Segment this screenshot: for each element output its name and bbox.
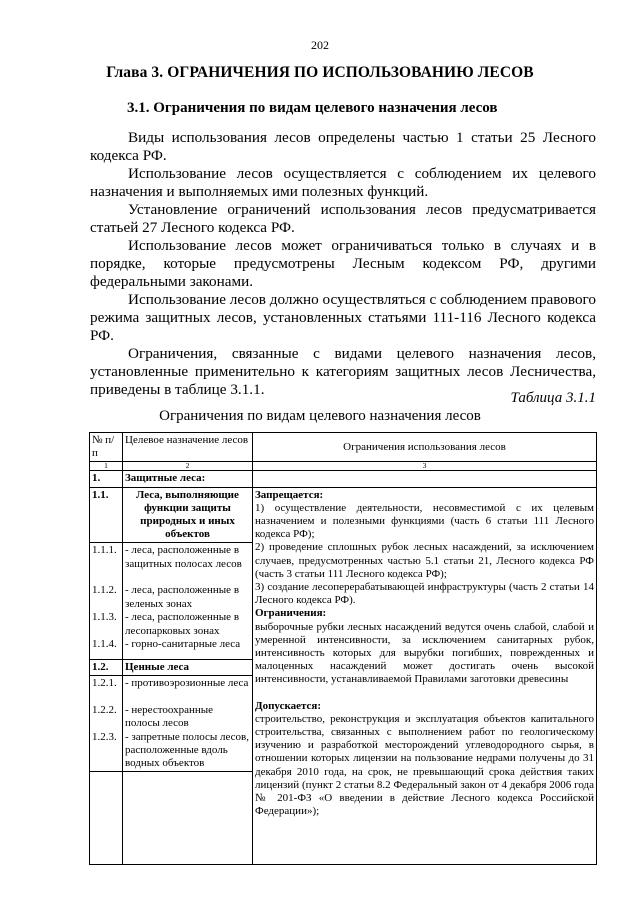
row-labels bbox=[123, 543, 253, 659]
header-purpose: Целевое назначение лесов bbox=[123, 433, 253, 462]
header-num: № п/п bbox=[90, 433, 123, 462]
prohibited-item: 2) проведение сплошных рубок лесных насаждений, за исключением случаев, предусмотренных частью 5.1 статьи 21, Лесного кодекса РФ (часть 3 статьи 111 Лесного кодекса РФ); bbox=[255, 541, 594, 580]
row-num: 1.1.3. bbox=[92, 611, 117, 624]
table-header-row bbox=[90, 433, 597, 462]
table-row bbox=[90, 487, 597, 543]
paragraph: Установление ограничений использования лесов предусматривается статьей 27 Лесного кодекса РФ. bbox=[90, 201, 596, 236]
row-num: 1.2.3. bbox=[92, 730, 117, 743]
row-label: - запретные полосы лесов, расположенные вдоль водных объектов bbox=[125, 730, 249, 770]
row-num: 1. bbox=[90, 471, 123, 487]
row-num: 1.2.1. bbox=[92, 676, 117, 689]
table-label: Таблица 3.1.1 bbox=[510, 390, 596, 406]
allowed-heading: Допускается: bbox=[255, 699, 322, 712]
row-label: - леса, расположенные в защитных полосах лесов bbox=[125, 544, 242, 570]
row-num: 1.2.2. bbox=[92, 703, 117, 716]
paragraph: Использование лесов должно осуществляться с соблюдением правового режима защитных лесов, установленных статьями 111-116 Лесного кодекса РФ. bbox=[90, 291, 596, 344]
restrictions-table bbox=[89, 432, 597, 865]
page-number: 202 bbox=[311, 38, 329, 52]
row-label: - леса, расположенные в лесопарковых зонах bbox=[125, 611, 240, 637]
header-restrictions: Ограничения использования лесов bbox=[253, 433, 597, 462]
row-title: Ценные леса bbox=[123, 659, 253, 675]
empty-cell bbox=[90, 772, 123, 865]
empty-cell bbox=[253, 471, 597, 487]
row-num: 1.1.1. bbox=[92, 544, 117, 557]
paragraph: Ограничения, связанные с видами целевого назначения лесов, установленные применительно к категориям защитных лесов Лесничества, приведены в таблице 3.1.1. bbox=[90, 345, 596, 398]
prohibited-heading: Запрещается: bbox=[255, 488, 324, 501]
row-nums bbox=[90, 675, 123, 772]
body-text bbox=[90, 129, 596, 399]
row-label: - горно-санитарные леса bbox=[125, 638, 241, 651]
section-title: 3.1. Ограничения по видам целевого назначения лесов bbox=[127, 100, 498, 116]
col-number: 2 bbox=[123, 462, 253, 471]
prohibited-item: 1) осуществление деятельности, несовместимой с их целевым назначением и полезными функциями (часть 6 статьи 111 Лесного кодекса РФ); bbox=[255, 501, 594, 541]
row-title: Защитные леса: bbox=[123, 471, 253, 487]
prohibited-item: 3) создание лесоперерабатывающей инфраструктуры (часть 2 статьи 14 Лесного кодекса РФ). bbox=[255, 581, 594, 607]
row-num: 1.2. bbox=[90, 659, 123, 675]
row-label: - леса, расположенные в зеленых зонах bbox=[125, 584, 240, 610]
limitations-heading: Ограничения: bbox=[255, 607, 327, 620]
allowed-text: строительство, реконструкция и эксплуатация объектов капитального строительства, связанных с выполнением работ по геологическому изучению и разработкой месторождений углеводородного сырья, в отношении которых лицензии на пользование недрами получены до 31 декабря 2010 года, на срок, не превышающий срока действия таких лицензий (пункт 2 статьи 8.2 Федеральный закон от 4 декабря 2006 года № 201-ФЗ «О введении в действие Лесного кодекса Российской Федерации»); bbox=[255, 712, 594, 818]
limitations-text: выборочные рубки лесных насаждений ведутся очень слабой, слабой и умеренной интенсивности, за исключением санитарных рубок, интенсивность которых для вырубки погибших, поврежденных и малоценных насаждений может достигать очень высокой интенсивности, устанавливаемой Правилами заготовки древесины bbox=[255, 620, 594, 686]
row-num: 1.1.2. bbox=[92, 584, 117, 597]
row-label: - противоэрозионные леса bbox=[125, 676, 249, 689]
table-title: Ограничения по видам целевого назначения лесов bbox=[159, 408, 481, 424]
empty-cell bbox=[123, 772, 253, 865]
row-num: 1.1. bbox=[90, 487, 123, 543]
restrictions-cell bbox=[253, 487, 597, 865]
table-row bbox=[90, 471, 597, 487]
row-label: - нерестоохранные полосы лесов bbox=[125, 703, 214, 730]
col-number: 1 bbox=[90, 462, 123, 471]
paragraph: Использование лесов осуществляется с соблюдением их целевого назначения и выполняемых ими полезных функций. bbox=[90, 165, 596, 200]
row-labels bbox=[123, 675, 253, 772]
column-number-row bbox=[90, 462, 597, 471]
row-title: Леса, выполняющие функции защиты природных и иных объектов bbox=[123, 487, 253, 543]
row-num: 1.1.4. bbox=[92, 638, 117, 651]
row-nums bbox=[90, 543, 123, 659]
paragraph: Виды использования лесов определены частью 1 статьи 25 Лесного кодекса РФ. bbox=[90, 129, 596, 164]
paragraph: Использование лесов может ограничиваться только в случаях и в порядке, которые предусмотрены Лесным кодексом РФ, другими федеральными законами. bbox=[90, 237, 596, 290]
col-number: 3 bbox=[253, 462, 597, 471]
chapter-title: Глава 3. ОГРАНИЧЕНИЯ ПО ИСПОЛЬЗОВАНИЮ ЛЕСОВ bbox=[106, 64, 534, 81]
